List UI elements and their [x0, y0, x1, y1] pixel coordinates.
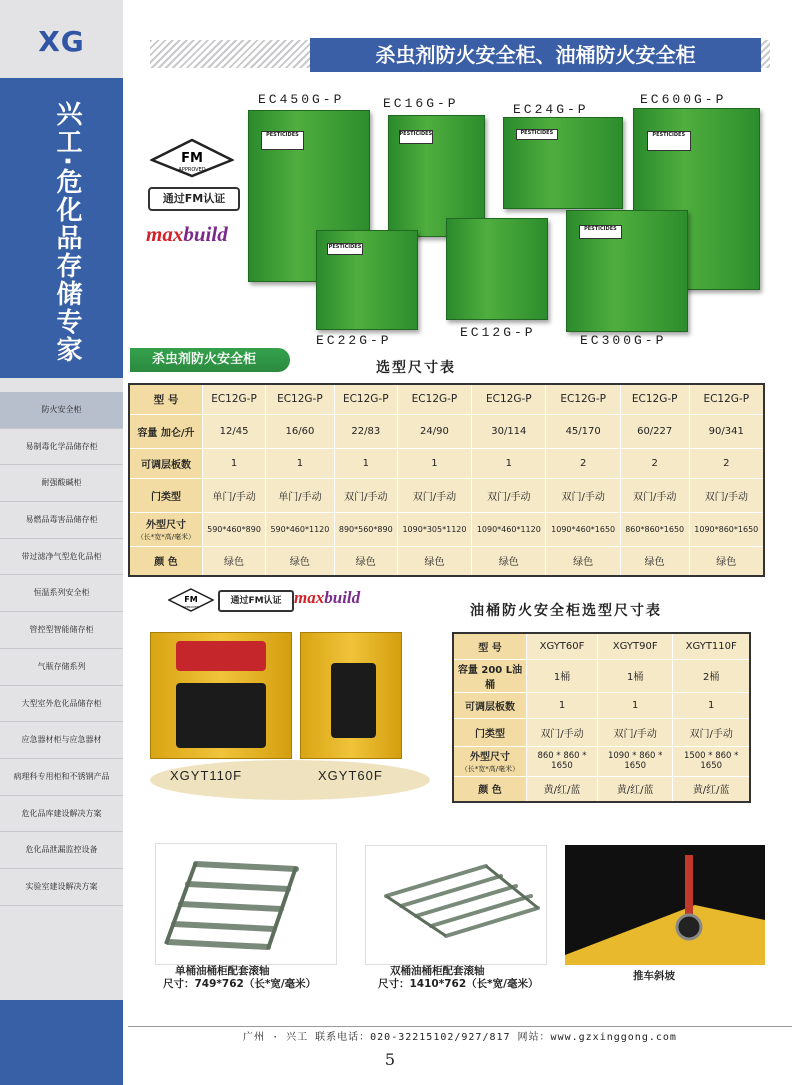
row-label-text: 外型尺寸: [146, 520, 186, 531]
roller-photo: [365, 845, 547, 965]
table-cell: 双门/手动: [472, 478, 546, 512]
sidebar-footer-block: [0, 1000, 123, 1085]
row-label-text: 可调层板数: [465, 701, 515, 713]
row-label-text: 门类型: [151, 491, 181, 503]
sidebar-item[interactable]: 恒温系列安全柜: [0, 575, 123, 612]
row-label: [453, 746, 527, 776]
table-cell: 1090 * 860 * 1650: [598, 746, 673, 776]
table-cell: 双门/手动: [546, 478, 620, 512]
fm-sub: APPROVED: [178, 167, 206, 173]
fm-sub: APPROVED: [182, 605, 200, 609]
model-label: EC450G-P: [258, 92, 345, 107]
table-cell: 双门/手动: [620, 478, 689, 512]
model-label: EC16G-P: [383, 96, 459, 111]
row-label: [453, 633, 527, 659]
row-label: [129, 414, 203, 448]
table-cell: 1090*460*1120: [472, 512, 546, 546]
table-cell: 1: [527, 692, 598, 718]
table-cell: EC12G-P: [472, 384, 546, 414]
table-cell: EC12G-P: [203, 384, 266, 414]
table-cell: EC12G-P: [397, 384, 471, 414]
single-roller-image: [156, 844, 336, 964]
cabinet-image: [316, 230, 418, 330]
table-cell: 2: [689, 448, 764, 478]
table-cell: 16/60: [266, 414, 335, 448]
cabinet-image: [503, 117, 623, 209]
table-row: [453, 718, 750, 746]
row-label: [453, 776, 527, 802]
table-cell: 24/90: [397, 414, 471, 448]
table-cell: 60/227: [620, 414, 689, 448]
table-cell: EC12G-P: [546, 384, 620, 414]
accessory-title: 推车斜坡: [633, 970, 675, 982]
table-cell: 90/341: [689, 414, 764, 448]
table-cell: 1500 * 860 * 1650: [673, 746, 750, 776]
brand-b: build: [324, 588, 361, 607]
model-label: EC300G-P: [580, 333, 667, 348]
page-number: 5: [384, 1050, 396, 1069]
accessory-title: 双桶油桶柜配套滚轴: [390, 965, 485, 977]
brand-b: build: [183, 222, 228, 246]
table-cell: 单门/手动: [266, 478, 335, 512]
footer-contact: 广州 · 兴工 联系电话：020-32215102/927/817 网站：www.gzxinggong.com: [243, 1032, 677, 1043]
table-cell: 1桶: [598, 659, 673, 692]
row-label: [129, 448, 203, 478]
table-cell: XGYT110F: [673, 633, 750, 659]
sidebar-item[interactable]: 防火安全柜: [0, 392, 123, 429]
model-label: EC24G-P: [513, 102, 589, 117]
cabinet-image: [566, 210, 688, 332]
table-cell: 黄/红/蓝: [527, 776, 598, 802]
table-cell: 1: [472, 448, 546, 478]
table-row: [129, 384, 764, 414]
table-cell: 1: [397, 448, 471, 478]
accessory-size: 尺寸：1410*762（长*宽/毫米）: [378, 978, 539, 990]
sidebar-item[interactable]: 耐强酸碱柜: [0, 465, 123, 502]
fm-approved-logo: [168, 588, 214, 612]
row-label-sub: （长*宽*高/毫米）: [460, 765, 520, 773]
table-title: 油桶防火安全柜选型尺寸表: [470, 603, 662, 619]
table-cell: 1: [203, 448, 266, 478]
table-row: [453, 776, 750, 802]
table-cell: 双门/手动: [673, 718, 750, 746]
table-cell: 45/170: [546, 414, 620, 448]
table-cell: EC12G-P: [689, 384, 764, 414]
table-cell: 双门/手动: [598, 718, 673, 746]
fm-text: FM: [184, 595, 198, 604]
table-row: [129, 546, 764, 576]
row-label: [129, 546, 203, 576]
row-label-text: 容量 200 L油桶: [457, 664, 523, 691]
footer-divider: [128, 1026, 792, 1027]
accessory-title: 单桶油桶柜配套滚轴: [175, 965, 270, 977]
row-label: [129, 384, 203, 414]
table-cell: 绿色: [472, 546, 546, 576]
table-cell: 1: [334, 448, 397, 478]
table-cell: EC12G-P: [266, 384, 335, 414]
table-cell: 1090*860*1650: [689, 512, 764, 546]
page-title: 杀虫剂防火安全柜、油桶防火安全柜: [310, 38, 761, 72]
table-row: [129, 512, 764, 546]
cabinet-label: PESTICIDES: [647, 131, 692, 151]
table-cell: 2: [546, 448, 620, 478]
table-cell: EC12G-P: [620, 384, 689, 414]
image-caption: XGYT110F: [170, 768, 243, 783]
table-cell: 30/114: [472, 414, 546, 448]
table-cell: 绿色: [266, 546, 335, 576]
row-label: [453, 659, 527, 692]
sidebar-item[interactable]: 危化品泄漏监控设备: [0, 832, 123, 869]
table-row: [453, 659, 750, 692]
table-title: 选型尺寸表: [376, 360, 456, 376]
row-label-text: 颜 色: [154, 557, 178, 569]
table-cell: 1090*460*1650: [546, 512, 620, 546]
table-cell: 绿色: [397, 546, 471, 576]
drum-spec-table: [452, 632, 751, 803]
row-label-text: 容量 加仑/升: [137, 427, 195, 439]
table-cell: 590*460*890: [203, 512, 266, 546]
row-label-text: 型 号: [153, 393, 179, 406]
cabinet-label: PESTICIDES: [579, 225, 622, 239]
table-cell: 1: [598, 692, 673, 718]
table-cell: XGYT90F: [598, 633, 673, 659]
row-label-text: 颜 色: [478, 785, 502, 797]
black-drum: [331, 663, 376, 738]
black-drums: [176, 683, 266, 748]
pesticide-spec-table: [128, 383, 765, 577]
brand-logo: XG: [0, 0, 123, 78]
red-drums: [176, 641, 266, 671]
sidebar-item[interactable]: 大型室外危化品储存柜: [0, 686, 123, 723]
table-cell: 1: [266, 448, 335, 478]
brand-vertical-title: 兴工·危化品存储专家: [52, 100, 82, 364]
table-cell: EC12G-P: [334, 384, 397, 414]
table-cell: 黄/红/蓝: [673, 776, 750, 802]
sidebar-item[interactable]: 气瓶存储系列: [0, 649, 123, 686]
section-tag: 杀虫剂防火安全柜: [130, 348, 290, 372]
table-row: [129, 448, 764, 478]
table-cell: 12/45: [203, 414, 266, 448]
table-cell: 绿色: [334, 546, 397, 576]
roller-photo: [155, 843, 337, 965]
brand-a: max: [146, 222, 184, 246]
cabinet-label: PESTICIDES: [261, 131, 304, 150]
accessory-size: 尺寸：749*762（长*宽/毫米）: [163, 978, 317, 990]
drum-cabinet-image: [300, 632, 402, 759]
model-label: EC22G-P: [316, 333, 392, 348]
sidebar-item[interactable]: 应急器材柜与应急器材: [0, 722, 123, 759]
sidebar-item[interactable]: 病理科专用柜和不锈钢产品: [0, 759, 123, 796]
fm-text: FM: [181, 151, 203, 166]
table-cell: 860*860*1650: [620, 512, 689, 546]
table-cell: 2: [620, 448, 689, 478]
sidebar-item[interactable]: 管控型智能储存柜: [0, 612, 123, 649]
table-cell: 双门/手动: [527, 718, 598, 746]
table-cell: 590*460*1120: [266, 512, 335, 546]
maxbuild-logo: [294, 588, 360, 608]
sidebar-item[interactable]: 易制毒化学品储存柜: [0, 429, 123, 466]
table-row: [453, 746, 750, 776]
table-row: [453, 633, 750, 659]
table-cell: 双门/手动: [334, 478, 397, 512]
table-cell: 绿色: [546, 546, 620, 576]
sidebar-item[interactable]: 实验室建设解决方案: [0, 869, 123, 906]
table-cell: 绿色: [689, 546, 764, 576]
row-label-text: 外型尺寸: [470, 752, 510, 763]
row-label: [129, 478, 203, 512]
table-row: [453, 692, 750, 718]
fm-cert-badge: 通过FM认证: [148, 187, 240, 211]
row-label: [453, 718, 527, 746]
model-label: EC12G-P: [460, 325, 536, 340]
table-cell: 890*560*890: [334, 512, 397, 546]
double-roller-image: [366, 846, 546, 964]
row-label: [453, 692, 527, 718]
row-label-sub: （长*宽*高/毫米）: [136, 533, 196, 541]
drum-cabinet-image: [150, 632, 292, 759]
sidebar-item[interactable]: 易燃品毒害品储存柜: [0, 502, 123, 539]
cabinet-label: PESTICIDES: [516, 129, 558, 140]
model-label: EC600G-P: [640, 92, 727, 107]
row-label-text: 可调层板数: [141, 459, 191, 471]
brand-a: max: [294, 588, 325, 607]
cabinet-label: PESTICIDES: [399, 130, 433, 144]
row-label: [129, 512, 203, 546]
table-cell: 860 * 860 * 1650: [527, 746, 598, 776]
sidebar-nav: [0, 392, 123, 906]
table-row: [129, 478, 764, 512]
table-cell: 绿色: [620, 546, 689, 576]
cabinet-image: [446, 218, 548, 320]
fm-approved-logo: [150, 138, 234, 178]
table-cell: 双门/手动: [397, 478, 471, 512]
table-cell: 2桶: [673, 659, 750, 692]
row-label-text: 型 号: [478, 642, 502, 654]
fm-cert-badge: 通过FM认证: [218, 590, 294, 612]
cabinet-label: PESTICIDES: [327, 243, 363, 255]
table-row: [129, 414, 764, 448]
sidebar-item[interactable]: 带过滤净气型危化品柜: [0, 539, 123, 576]
table-cell: 单门/手动: [203, 478, 266, 512]
table-cell: 1桶: [527, 659, 598, 692]
table-cell: 1090*305*1120: [397, 512, 471, 546]
cart-ramp-photo: [565, 845, 765, 965]
table-cell: 双门/手动: [689, 478, 764, 512]
table-cell: 1: [673, 692, 750, 718]
table-cell: 绿色: [203, 546, 266, 576]
table-cell: 黄/红/蓝: [598, 776, 673, 802]
ramp-image: [565, 845, 765, 965]
row-label-text: 门类型: [475, 728, 505, 740]
sidebar-item[interactable]: 危化品库建设解决方案: [0, 796, 123, 833]
maxbuild-logo: [146, 222, 228, 247]
table-cell: 22/83: [334, 414, 397, 448]
image-caption: XGYT60F: [318, 768, 383, 783]
table-cell: XGYT60F: [527, 633, 598, 659]
